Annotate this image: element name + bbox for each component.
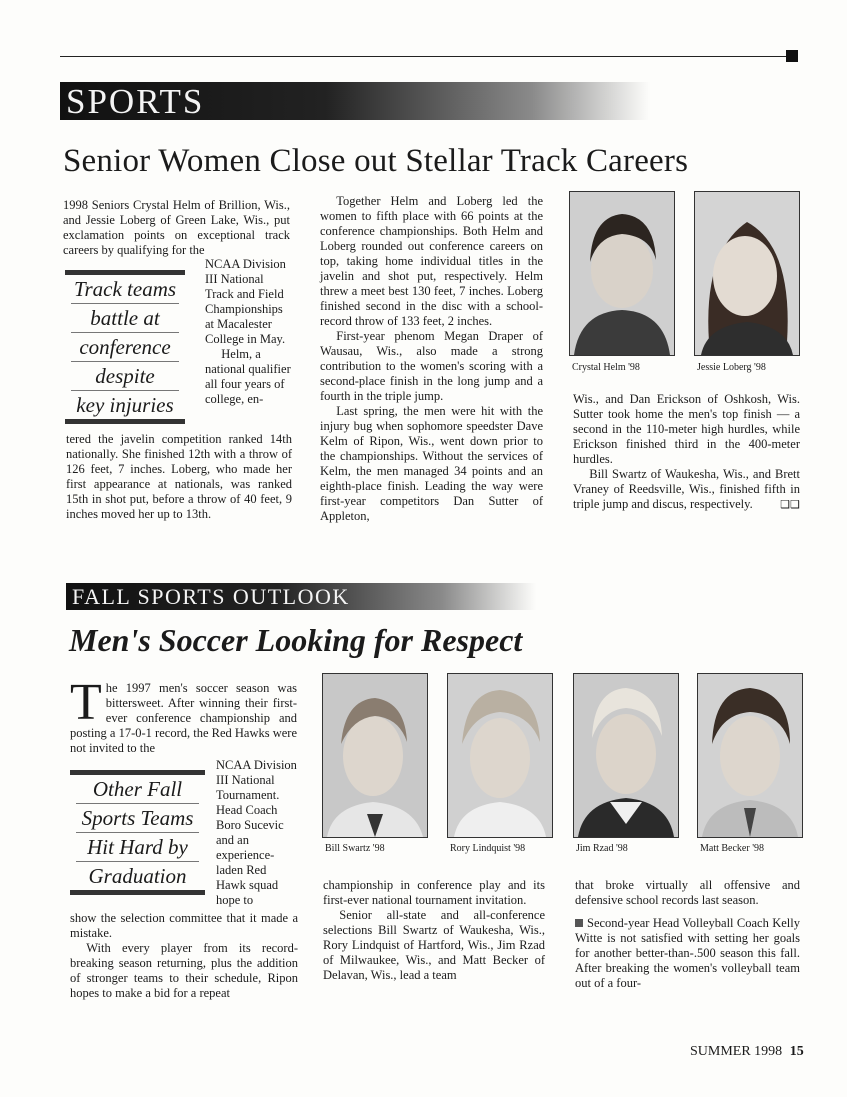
pull-quote-line: Track teams — [71, 275, 179, 304]
photo-caption: Bill Swartz '98 — [325, 843, 385, 854]
end-of-article-mark: ❑❑ — [780, 498, 800, 511]
pull-quote-line: battle at — [71, 304, 179, 333]
section-title: FALL SPORTS OUTLOOK — [72, 584, 350, 609]
portrait-photo — [695, 192, 799, 355]
issue-label: SUMMER 1998 — [690, 1044, 783, 1059]
section-banner-sports — [60, 82, 650, 120]
section-banner-fall-sports — [66, 583, 536, 610]
pull-quote-line: Sports Teams — [76, 804, 199, 833]
pull-quote-line: despite — [71, 362, 179, 391]
article1-wrap-text — [205, 257, 292, 407]
portrait-photo — [698, 674, 802, 837]
photo-bill-swartz — [322, 673, 428, 838]
article1-column-1-cont — [66, 432, 292, 522]
article-paragraph: show the selection committee that it made a mistake. — [70, 911, 298, 940]
article-paragraph: NCAA Division III National Tournament. Head Coach Boro Sucevic and an experience-laden Red Hawk squad hope to — [216, 758, 297, 907]
article-paragraph: 1998 Seniors Crystal Helm of Brillion, Wis., and Jessie Loberg of Green Lake, Wis., put exclamation points on exceptional track careers by qualifying for the — [63, 198, 290, 257]
article-paragraph: Bill Swartz of Waukesha, Wis., and Brett Vraney of Reedsville, Wis., finished fifth in triple jump and discus, respectively. — [573, 467, 800, 511]
portrait-photo — [323, 674, 427, 837]
article-paragraph: championship in conference play and its first-ever national tournament invitation. — [323, 878, 545, 907]
portrait-photo — [574, 674, 678, 837]
article-paragraph: Helm, a national qualifier all four years of college, en- — [205, 347, 291, 406]
photo-rory-lindquist — [447, 673, 553, 838]
page-number: 15 — [789, 1044, 804, 1059]
article-paragraph: Wis., and Dan Erickson of Oshkosh, Wis. Sutter took home the men's top finish — a second in the 110-meter high hurdles, while Erickson finished third in the 400-meter hurdles. — [573, 392, 800, 466]
section-title: SPORTS — [66, 82, 205, 121]
pull-quote-line: conference — [71, 333, 179, 362]
pull-quote — [65, 270, 185, 424]
photo-crystal-helm — [569, 191, 675, 356]
article-headline: Senior Women Close out Stellar Track Careers — [63, 143, 689, 179]
photo-caption: Jim Rzad '98 — [576, 843, 628, 854]
page-footer — [690, 1044, 804, 1060]
photo-jim-rzad — [573, 673, 679, 838]
article-paragraph: First-year phenom Megan Draper of Wausau, Wis., also made a strong contribution to the women's scoring with a second-place finish in the long jump and a fourth in the triple jump. — [320, 329, 543, 403]
photo-matt-becker — [697, 673, 803, 838]
pull-quote-line: Graduation — [88, 864, 187, 888]
photo-caption: Matt Becker '98 — [700, 843, 765, 854]
article2-column-2 — [323, 878, 545, 983]
top-square-ornament — [786, 50, 798, 62]
article-paragraph: tered the javelin competition ranked 14th nationally. She finished 12th with a throw of 126 feet, 7 inches. Loberg, who made her first appearance at nationals, was ranked 15th in shot put, before a throw of 40 feet, 9 inches moved her up to 13th. — [66, 432, 292, 521]
article-paragraph: Second-year Head Volleyball Coach Kelly Witte is not satisfied with setting her goals for another better-than-.500 season this fall. After breaking the women's volleyball team out of a four- — [575, 916, 800, 990]
pull-quote-line: key injuries — [76, 393, 174, 417]
article-paragraph: NCAA Division III National Track and Field Championships at Macalester College in May. — [205, 257, 286, 346]
article-paragraph: that broke virtually all offensive and defensive school records last season. — [575, 878, 800, 907]
photo-caption: Crystal Helm '98 — [572, 362, 640, 373]
article-paragraph: Senior all-state and all-conference selections Bill Swartz of Waukesha, Wis., Rory Lindquist of Hartford, Wis., Jim Rzad of Milwaukee, Wis., and Matt Becker of Delavan, Wis., lead a team — [323, 908, 545, 982]
pull-quote-line: Other Fall — [76, 775, 199, 804]
article-paragraph: With every player from its record-breaking season returning, plus the addition of stronger teams to their schedule, Ripon hopes to make a bid for a repeat — [70, 941, 298, 1000]
photo-caption: Jessie Loberg '98 — [697, 362, 766, 373]
top-rule — [60, 56, 790, 57]
article1-column-3 — [573, 392, 800, 512]
photo-jessie-loberg — [694, 191, 800, 356]
article-paragraph: he 1997 men's soccer season was bittersweet. After winning their first-ever conference championship and posting a 17-0-1 record, the Red Hawks were not invited to the — [70, 681, 298, 755]
portrait-photo — [448, 674, 552, 837]
article2-column-1-cont — [70, 911, 298, 1001]
article-paragraph: Last spring, the men were hit with the injury bug when sophomore speedster Dave Kelm of Ripon, Wis., went down prior to the championships. Without the services of Kelm, the men managed 34 points and an eighth-place finish. Leading the way were first-year competitors Dan Sutter of Appleton, — [320, 404, 543, 523]
article2-column-3 — [575, 878, 800, 991]
article1-column-1 — [63, 198, 290, 258]
bullet-square-icon — [575, 919, 583, 927]
article2-column-1 — [70, 674, 298, 756]
article-paragraph: Together Helm and Loberg led the women to fifth place with 66 points at the conference championships. Both Helm and Loberg rounded out conference careers on top, taking home individual titles in the javelin and shot put, respectively. Helm threw a meet best 130 feet, 7 inches. Loberg finished second in the disc with a school-record throw of 133 feet, 2 inches. — [320, 194, 543, 328]
article1-column-2 — [320, 194, 543, 524]
article-headline: Men's Soccer Looking for Respect — [69, 622, 523, 658]
portrait-photo — [570, 192, 674, 355]
pull-quote-line: Hit Hard by — [76, 833, 199, 862]
article2-wrap-text — [216, 758, 298, 908]
drop-cap: T — [70, 674, 102, 731]
photo-caption: Rory Lindquist '98 — [450, 843, 526, 854]
pull-quote — [70, 770, 205, 895]
